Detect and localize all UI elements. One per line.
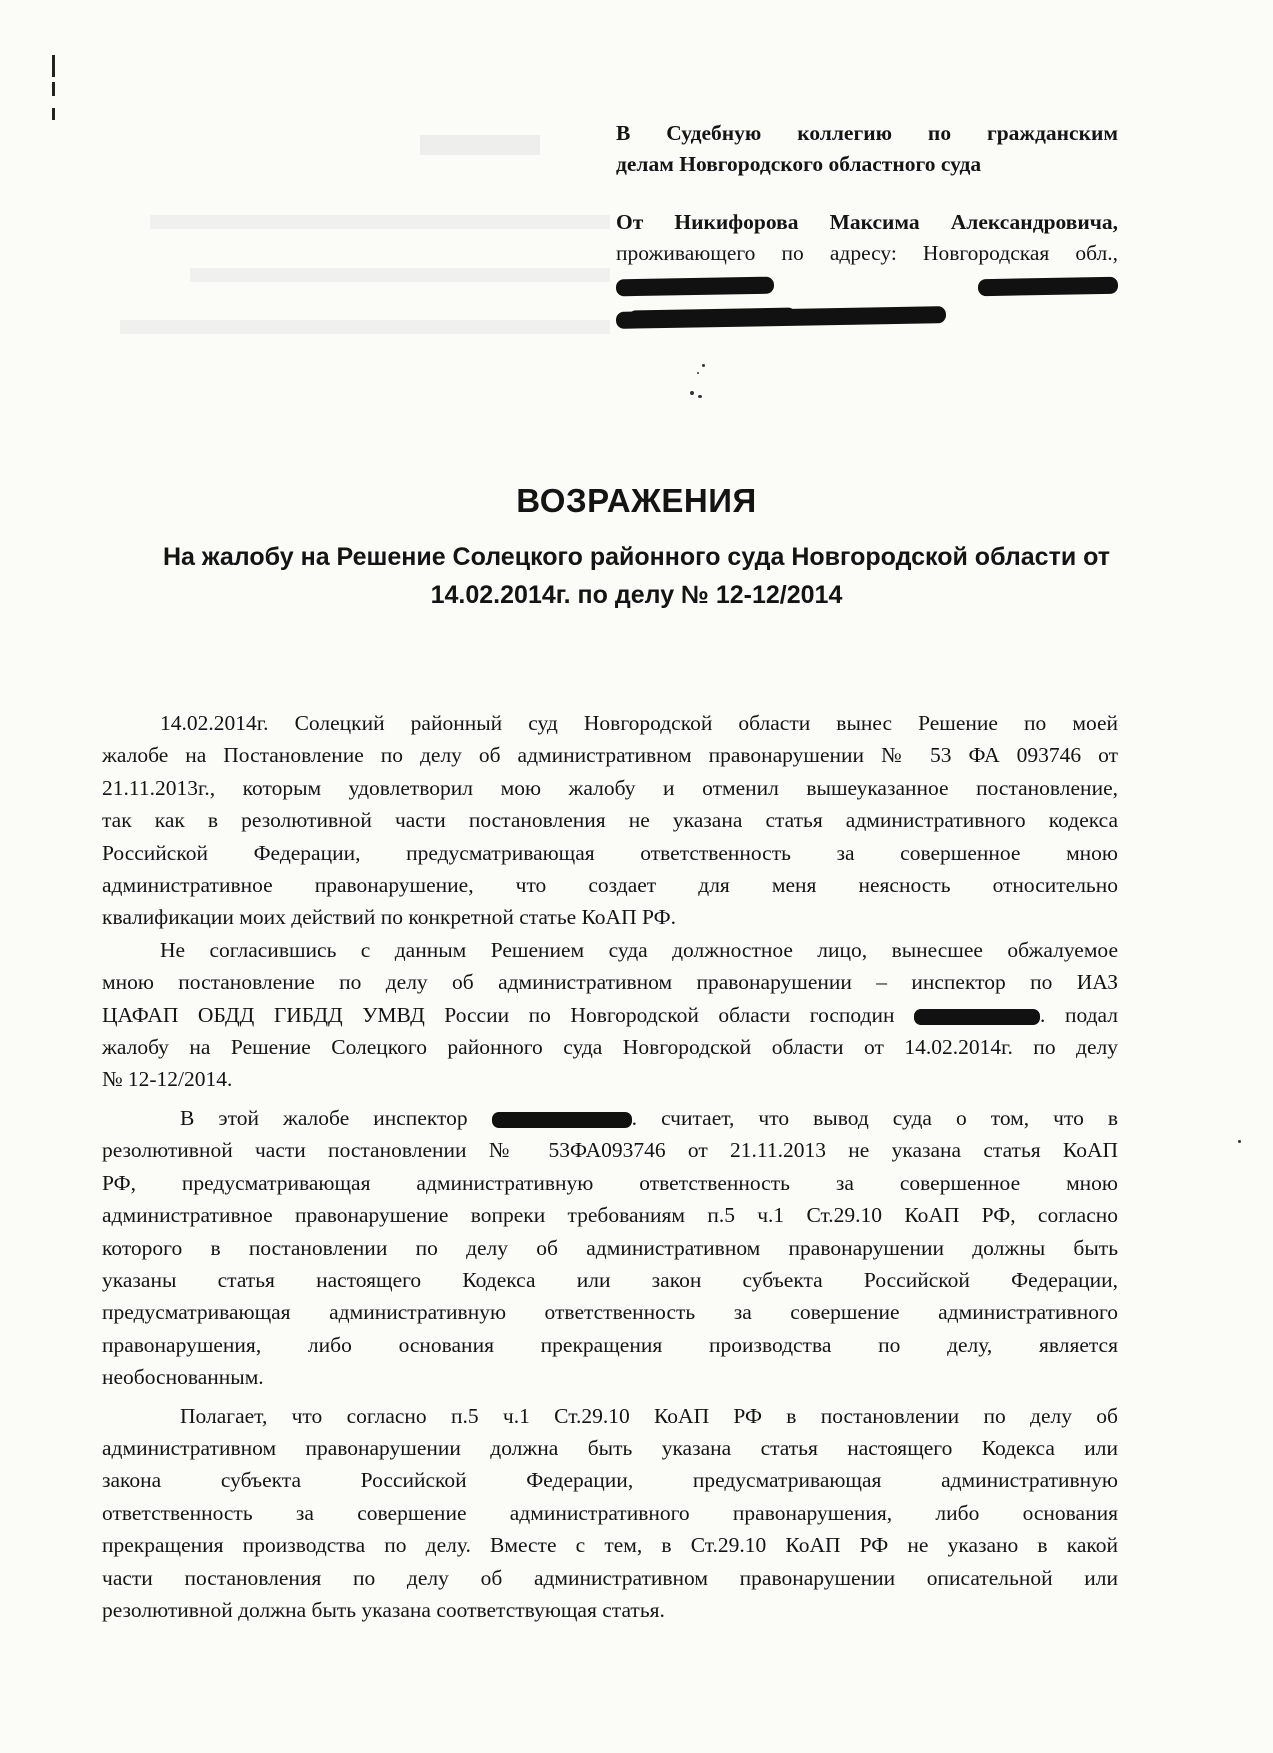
text-line: резолютивной части постановлении № 53ФА093746 от 21.11.2013 не указана статья КоАП bbox=[102, 1138, 1118, 1163]
redaction-mark bbox=[616, 276, 774, 296]
text-line: 14.02.2014г. Солецкий районный суд Новгородской области вынес Решение по моей bbox=[160, 711, 1118, 735]
text-line: Полагает, что согласно п.5 ч.1 Ст.29.10 КоАП РФ в постановлении по делу об bbox=[180, 1403, 1118, 1428]
redaction-mark bbox=[978, 276, 1118, 295]
redacted-address-line bbox=[616, 300, 1118, 331]
addressee-block bbox=[616, 118, 1118, 331]
sender-address: проживающего по адресу: Новгородская обл., bbox=[616, 241, 1118, 265]
text-line: 21.11.2013г., которым удовлетворил мою жалобу и отменил вышеуказанное постановление, bbox=[102, 775, 1118, 800]
paragraph-2 bbox=[102, 934, 1118, 1096]
scan-speck bbox=[698, 395, 702, 398]
margin-mark bbox=[52, 108, 55, 120]
text-line: административное правонарушение вопреки требованиям п.5 ч.1 Ст.29.10 КоАП РФ, согласно bbox=[102, 1203, 1118, 1228]
margin-mark bbox=[52, 55, 55, 77]
text-line: жалобу на Решение Солецкого районного суда Новгородской области от 14.02.2014г. по делу bbox=[102, 1035, 1118, 1060]
text-line: № 12-12/2014. bbox=[102, 1067, 233, 1092]
text-line: прекращения производства по делу. Вместе с тем, в Ст.29.10 КоАП РФ не указано в какой bbox=[102, 1533, 1118, 1558]
document-title: ВОЗРАЖЕНИЯ bbox=[516, 482, 757, 519]
document-body bbox=[102, 707, 1118, 1626]
bleed-through-decoration bbox=[120, 320, 610, 334]
text-line: части постановления по делу об административном правонарушении описательной или bbox=[102, 1565, 1118, 1590]
scan-speck bbox=[1238, 1140, 1241, 1143]
text-line bbox=[102, 1102, 1118, 1134]
paragraph-3 bbox=[102, 1102, 1118, 1394]
text-line: правонарушения, либо основания прекращения производства по делу, является bbox=[102, 1332, 1118, 1357]
text-line: Российской Федерации, предусматривающая ответственность за совершенное мною bbox=[102, 840, 1118, 865]
text-line: необоснованным. bbox=[102, 1365, 264, 1390]
text-line: РФ, предусматривающая административную ответственность за совершенное мною bbox=[102, 1170, 1118, 1195]
paragraph-1 bbox=[102, 707, 1118, 934]
subtitle-line-1: На жалобу на Решение Солецкого районного суда Новгородской области от bbox=[162, 543, 1111, 571]
text-line: административное правонарушение, что создает для меня неясность относительно bbox=[102, 873, 1118, 898]
text-line: квалификации моих действий по конкретной статье КоАП РФ. bbox=[102, 905, 676, 930]
addressee-line-1: В Судебную коллегию по гражданским bbox=[616, 121, 1118, 145]
text-fragment: . подал bbox=[1040, 1002, 1118, 1027]
text-line: жалобе на Постановление по делу об административном правонарушении № 53 ФА 093746 от bbox=[102, 743, 1118, 768]
text-line: предусматривающая административную ответственность за совершение административного bbox=[102, 1300, 1118, 1325]
bleed-through-decoration bbox=[190, 268, 610, 282]
subtitle-line-2: 14.02.2014г. по делу № 12-12/2014 bbox=[430, 581, 843, 609]
bleed-through-decoration bbox=[150, 215, 610, 229]
paragraph-4 bbox=[102, 1400, 1118, 1627]
text-line: указаны статья настоящего Кодекса или закон субъекта Российской Федерации, bbox=[102, 1267, 1118, 1292]
text-line: ответственность за совершение административного правонарушения, либо основания bbox=[102, 1500, 1118, 1525]
text-line: закона субъекта Российской Федерации, предусматривающая административную bbox=[102, 1468, 1118, 1493]
text-fragment: В этой жалобе инспектор bbox=[180, 1105, 468, 1130]
scan-speck bbox=[690, 391, 694, 395]
margin-mark bbox=[52, 82, 55, 96]
text-line bbox=[102, 999, 1118, 1031]
text-fragment: . считает, что вывод суда о том, что в bbox=[631, 1105, 1119, 1130]
bleed-through-decoration bbox=[420, 135, 540, 155]
redacted-address-line bbox=[616, 269, 1118, 300]
addressee-line-2: делам Новгородского областного суда bbox=[616, 152, 982, 176]
redaction-mark bbox=[492, 1112, 632, 1128]
text-line: административном правонарушении должна быть указана статья настоящего Кодекса или bbox=[102, 1435, 1118, 1460]
text-line: мною постановление по делу об административном правонарушении – инспектор по ИАЗ bbox=[102, 970, 1118, 995]
text-line: которого в постановлении по делу об административном правонарушении должны быть bbox=[102, 1235, 1118, 1260]
text-line: так как в резолютивной части постановления не указана статья административного кодекса bbox=[102, 808, 1118, 833]
document-subtitle bbox=[90, 538, 1183, 614]
text-line: Не согласившись с данным Решением суда должностное лицо, вынесшее обжалуемое bbox=[160, 937, 1118, 962]
text-fragment: ЦАФАП ОБДД ГИБДД УМВД России по Новгородской области господин bbox=[102, 1002, 895, 1027]
text-line: резолютивной должна быть указана соответствующая статья. bbox=[102, 1597, 665, 1622]
redaction-mark bbox=[914, 1009, 1040, 1025]
scan-speck bbox=[697, 372, 699, 374]
scan-speck bbox=[702, 364, 705, 367]
sender-name: От Никифорова Максима Александровича, bbox=[616, 210, 1118, 234]
